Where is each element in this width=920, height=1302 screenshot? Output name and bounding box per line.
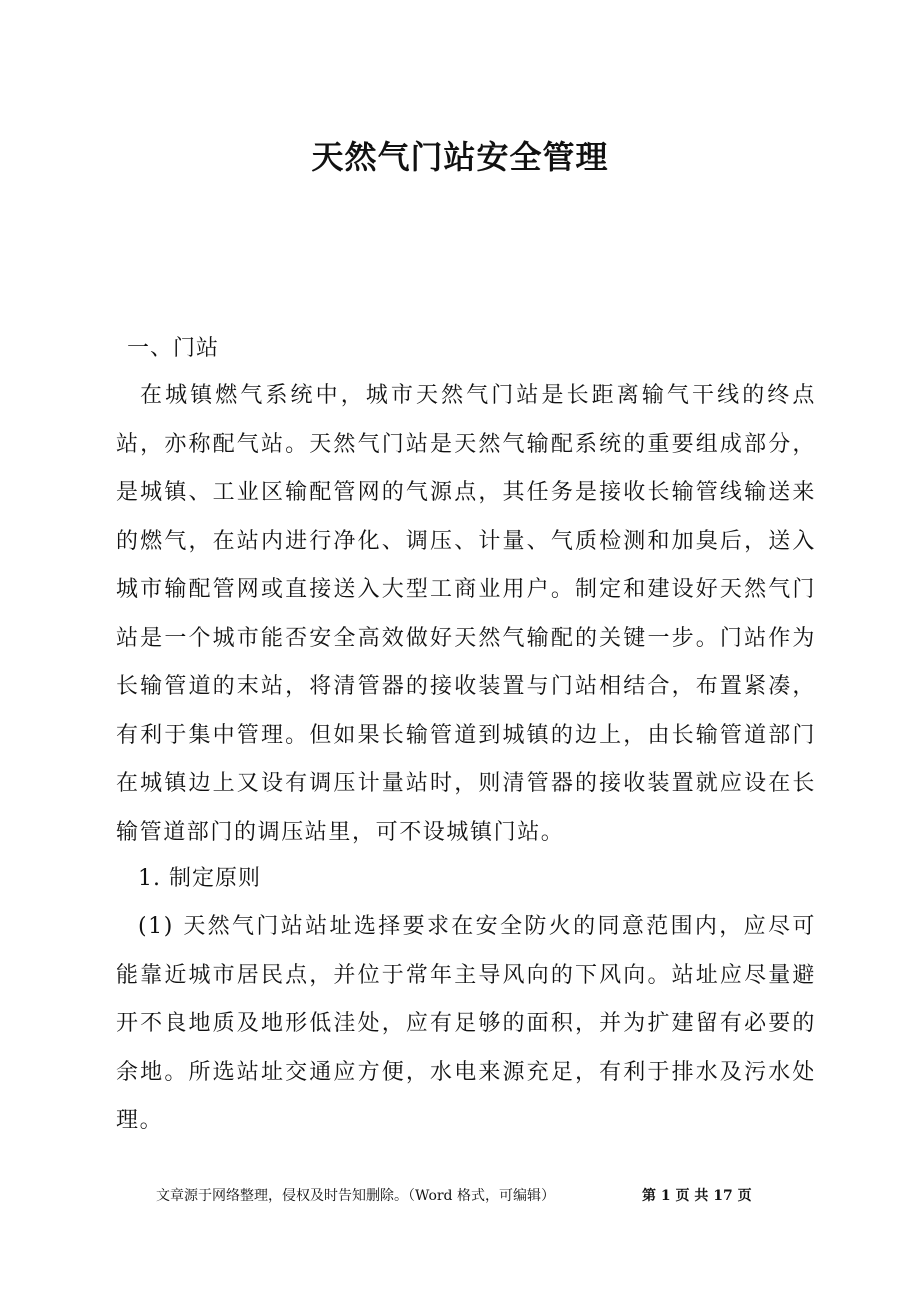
sub-heading: 1. 制定原则 [138,866,261,891]
body-paragraph: (1) 天然气门站站址选择要求在安全防火的同意范围内，应尽可能靠近城市居民点，并位于常年主导风向的下风向。站址应尽量避开不良地质及地形低洼处，应有足够的面积，并为扩建留有必要的余地。所选站址交通应方便，水电来源充足，有利于排水及污水处理。 [116,914,816,1133]
section-heading: 一、门站 [127,336,220,361]
page-title: 天然气门站安全管理 [311,138,609,176]
footer-source-note: 文章源于网络整理，侵权及时告知删除。（Word 格式，可编辑） [156,1188,555,1204]
footer-page-number: 第 1 页 共 17 页 [642,1188,752,1204]
body-paragraph: 在城镇燃气系统中，城市天然气门站是长距离输气干线的终点站，亦称配气站。天然气门站是天然气输配系统的重要组成部分，是城镇、工业区输配管网的气源点，其任务是接收长输管线输送来的燃气，在站内进行净化、调压、计量、气质检测和加臭后，送入城市输配管网或直接送入大型工商业用户。制定和建设好天然气门站是一个城市能否安全高效做好天然气输配的关键一步。门站作为长输管道的末站，将清管器的接收装置与门站相结合，布置紧凑，有利于集中管理。但如果长输管道到城镇的边上，由长输管道部门在城镇边上又设有调压计量站时，则清管器的接收装置就应设在长输管道部门的调压站里，可不设城镇门站。 [116,383,816,845]
